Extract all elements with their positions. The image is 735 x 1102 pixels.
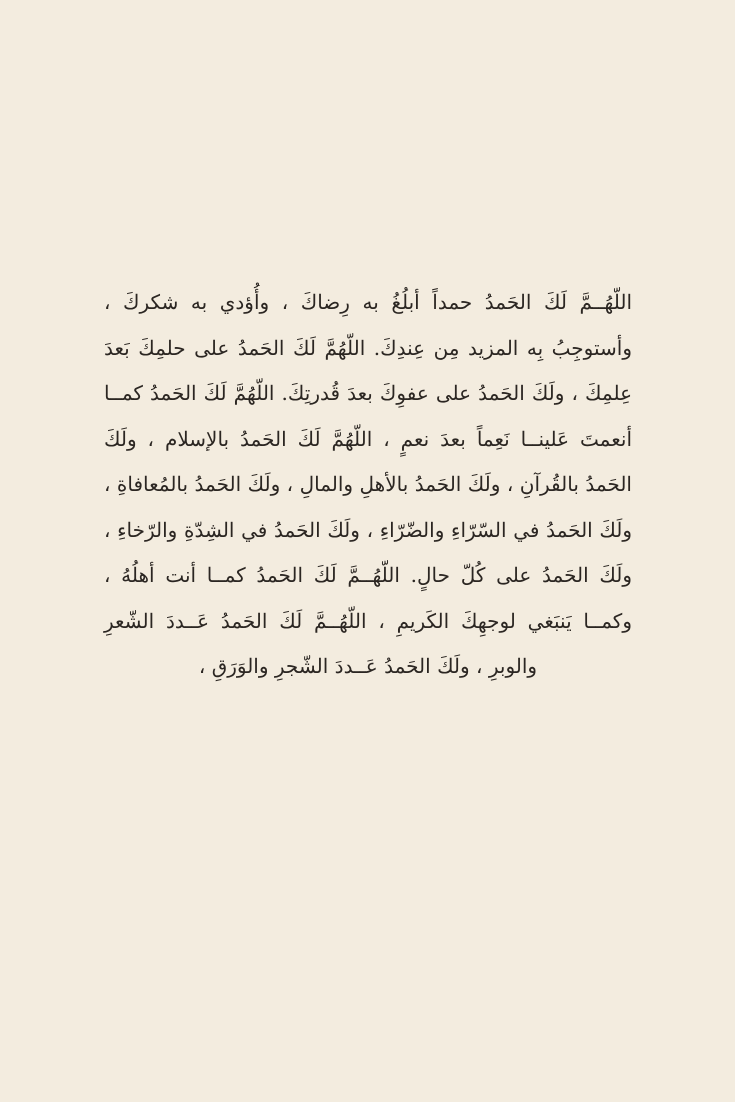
- dua-paragraph: اللّهُــمَّ لَكَ الحَمدُ حمداً أبلُغُ به رِضاكَ ، وأُؤدي به شكركَ ، وأستوجِبُ بِه المزيد مِن عِندِكَ. اللّهُمَّ لَكَ الحَمدُ على حلمِكَ بَعدَ عِلمِكَ ، ولَكَ الحَمدُ على عفوِكَ بعدَ قُدرتِكَ. اللّهُمَّ لَكَ الحَمدُ كمــا أنعمتَ عَلينــا نَعِماً بعدَ نعمٍ ، اللّهُمَّ لَكَ الحَمدُ بالإسلام ، ولَكَ الحَمدُ بالقُرآنِ ، ولَكَ الحَمدُ بالأهلِ والمالِ ، ولَكَ الحَمدُ بالمُعافاةِ ، ولَكَ الحَمدُ في السّرّاءِ والضّرّاءِ ، ولَكَ الحَمدُ في الشِدّةِ والرّخاءِ ، ولَكَ الحَمدُ على كُلّ حالٍ. اللّهُــمَّ لَكَ الحَمدُ كمــا أنت أهلُهُ ، وكمــا يَنبَغي لوجهِكَ الكَريمِ ، اللّهُــمَّ لَكَ الحَمدُ عَــددَ الشّعرِ والوبرِ ، ولَكَ الحَمدُ عَــددَ الشّجرِ والوَرَقِ ،: [104, 290, 633, 678]
